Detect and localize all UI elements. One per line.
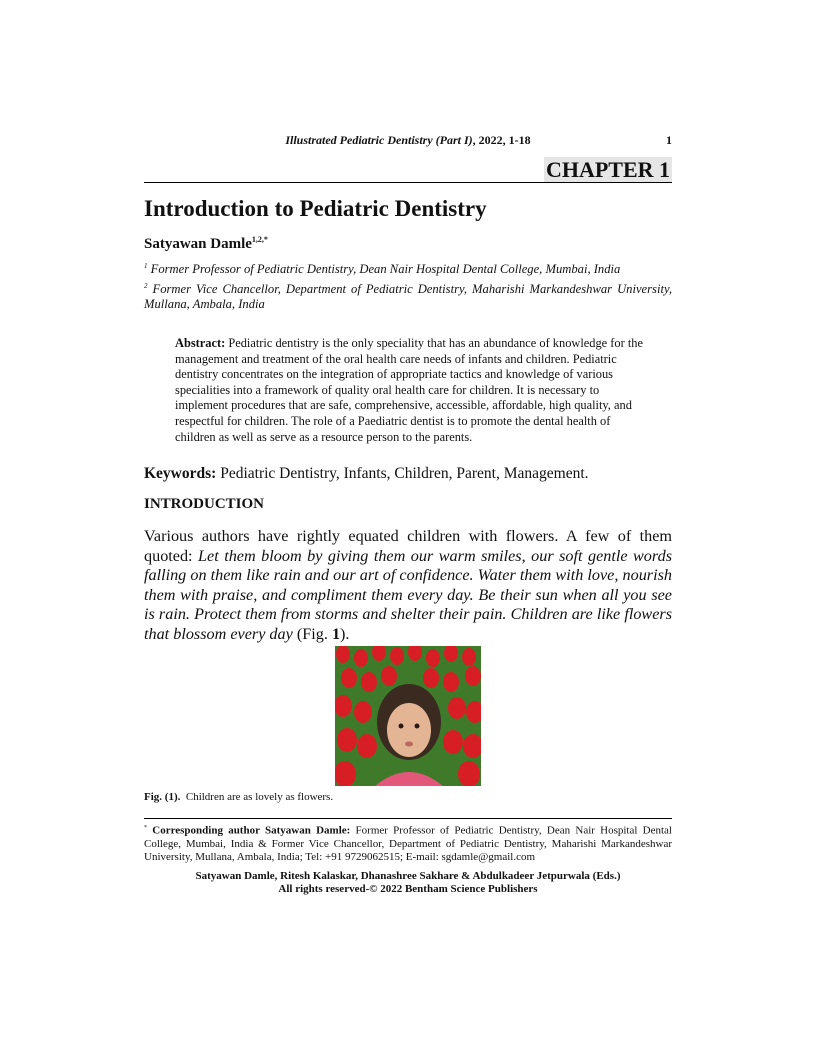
footnote-text: Former Professor of Pediatric Dentistry, Dean Nair Hospital Dental College, Mumbai, India & Former Vice Chancellor, Department of Pediatric Dentistry, Maharishi Markandeshwar University, Mullana, Ambala, India; Tel: +91 9729062515; E-mail: sgdamle@gmail.com bbox=[144, 824, 672, 863]
figure-label: Fig. (1). bbox=[144, 791, 181, 803]
figure-ref-open: (Fig. bbox=[292, 624, 332, 643]
footnote-divider bbox=[144, 818, 672, 819]
author bbox=[144, 235, 268, 253]
paragraph-lead: Various authors have rightly equated children with flowers. A few of them quoted: bbox=[144, 527, 672, 565]
abstract-label: Abstract: bbox=[175, 336, 226, 350]
keywords bbox=[144, 465, 589, 483]
footnote bbox=[144, 822, 672, 864]
affiliation-number: 2 bbox=[144, 282, 148, 290]
footnote-label: Corresponding author Satyawan Damle: bbox=[152, 824, 351, 837]
affiliation-1 bbox=[144, 259, 672, 277]
author-name: Satyawan Damle bbox=[144, 236, 252, 252]
body-paragraph bbox=[144, 527, 672, 644]
figure-ref-close: ). bbox=[340, 624, 350, 643]
abstract bbox=[175, 336, 643, 445]
abstract-text: Pediatric dentistry is the only speciality that has an abundance of knowledge for the management and treatment of the oral health care needs of infants and children. Pediatric dentistry concentrates on the integration of appropriate tactics and knowledge of various specialities into a framework of quality oral health care for children. It is necessary to implement procedures that are safe, comprehensive, accessible, affordable, high quality, and respectful for children. The role of a Paediatric dentist is to promote the dental health of children as well as serve as a resource person to the parents. bbox=[175, 336, 643, 444]
copyright: All rights reserved-© 2022 Bentham Science Publishers bbox=[278, 883, 538, 895]
affiliation-text: Former Vice Chancellor, Department of Pediatric Dentistry, Maharishi Markandeshwar University, Mullana, Ambala, India bbox=[144, 282, 672, 312]
affiliation-number: 1 bbox=[144, 262, 148, 270]
section-heading: INTRODUCTION bbox=[144, 496, 265, 512]
publisher-info bbox=[144, 870, 672, 896]
figure-image-child-in-tulips bbox=[335, 646, 481, 786]
keywords-text: Pediatric Dentistry, Infants, Children, Parent, Management. bbox=[216, 465, 589, 482]
caption-text: Children are as lovely as flowers. bbox=[180, 791, 334, 803]
author-marks: 1,2,* bbox=[251, 235, 268, 244]
affiliation-text: Former Professor of Pediatric Dentistry, Dean Nair Hospital Dental College, Mumbai, India bbox=[150, 262, 621, 277]
figure-caption bbox=[144, 791, 333, 803]
journal-meta: , 2022, 1-18 bbox=[472, 133, 531, 147]
paragraph-quote: Let them bloom by giving them our warm smiles, our soft gentle words falling on them like rain and our art of confidence. Water them with love, nourish them with praise, and compliment them every day. Be their sun when all you see is rain. Protect them from storms and shelter their pain. Children are like flowers that blossom every day bbox=[144, 546, 672, 643]
chapter-label: CHAPTER 1 bbox=[545, 157, 670, 182]
footnote-mark: * bbox=[144, 825, 147, 831]
divider bbox=[144, 182, 672, 183]
page-number: 1 bbox=[666, 133, 672, 147]
editors: Satyawan Damle, Ritesh Kalaskar, Dhanashree Sakhare & Abdulkadeer Jetpurwala (Eds.) bbox=[195, 870, 621, 882]
chapter-title: Introduction to Pediatric Dentistry bbox=[144, 196, 487, 221]
keywords-label: Keywords: bbox=[144, 465, 217, 482]
journal-title: Illustrated Pediatric Dentistry (Part I) bbox=[285, 133, 473, 147]
figure-ref-link[interactable]: 1 bbox=[331, 624, 341, 643]
affiliation-2 bbox=[144, 279, 672, 312]
